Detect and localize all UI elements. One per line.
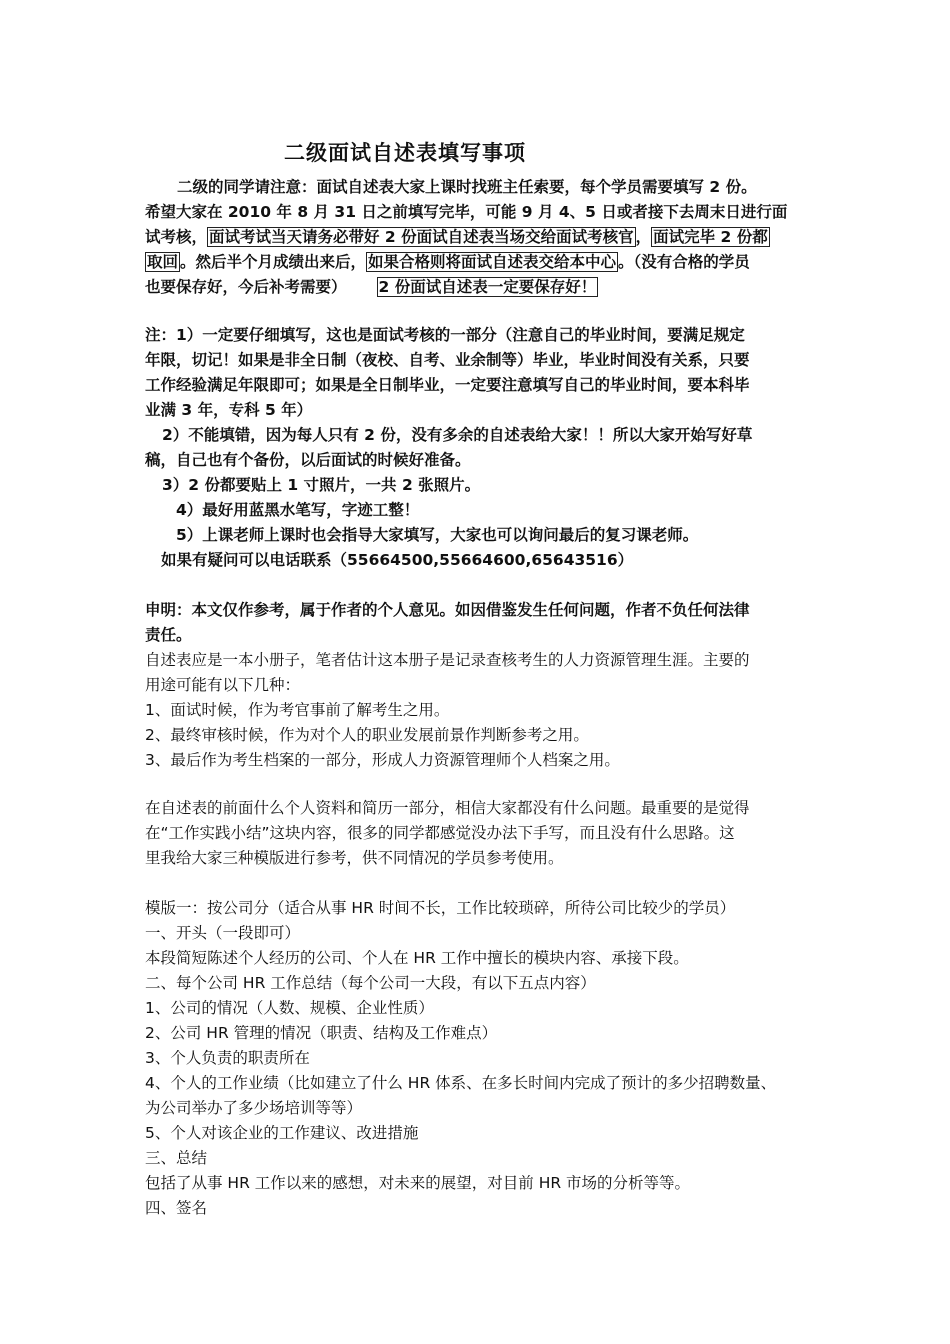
boxed-highlight: 如果合格则将面试自述表交给本中心 <box>368 253 617 271</box>
notice-section <box>145 175 815 300</box>
notice-line <box>145 275 815 300</box>
body-line: 自述表应是一本小册子，笔者估计这本册子是记录查核考生的人力资源管理生涯。主要的 <box>145 651 750 669</box>
body-line: 在自述表的前面什么个人资料和简历一部分，相信大家都没有什么问题。最重要的是觉得 <box>145 799 750 817</box>
boxed-highlight: 2 份面试自述表一定要保存好！ <box>378 278 597 296</box>
note-line: 业满 3 年，专科 5 年） <box>145 401 313 419</box>
notice-text: 。（没有合格的学员 <box>618 253 750 271</box>
body-line: 用途可能有以下几种： <box>145 676 301 694</box>
note-line: 2）不能填错，因为每人只有 2 份，没有多余的自述表给大家！！所以大家开始写好草 <box>162 426 753 444</box>
list-item: 1、公司的情况（人数、规模、企业性质） <box>145 999 434 1017</box>
body-section <box>145 648 815 773</box>
note-line: 注：1）一定要仔细填写，这也是面试考核的一部分（注意自己的毕业时间，要满足规定 <box>145 326 745 344</box>
body-line: 本段简短陈述个人经历的公司、个人在 HR 工作中擅长的模块内容、承接下段。 <box>145 949 689 967</box>
notes-section <box>145 323 815 573</box>
template-section <box>145 896 815 1221</box>
list-item: 2、最终审核时候，作为对个人的职业发展前景作判断参考之用。 <box>145 726 589 744</box>
list-item: 3、个人负责的职责所在 <box>145 1049 310 1067</box>
document-title: 二级面试自述表填写事项 <box>284 141 526 165</box>
list-item: 为公司举办了多少场培训等等） <box>145 1099 363 1117</box>
body-line: 包括了从事 HR 工作以来的感想，对未来的展望，对目前 HR 市场的分析等等。 <box>145 1174 691 1192</box>
notice-line <box>145 250 815 275</box>
notice-text: ， <box>635 228 652 246</box>
section-heading: 二、每个公司 HR 工作总结（每个公司一大段，有以下五点内容） <box>145 974 596 992</box>
disclaimer-line: 申明：本文仅作参考，属于作者的个人意见。如因借鉴发生任何问题，作者不负任何法律 <box>145 601 750 619</box>
notice-line: 希望大家在 2010 年 8 月 31 日之前填写完毕，可能 9 月 4、5 日或者接下去周末日进行面 <box>145 203 788 221</box>
notice-line <box>145 225 815 250</box>
notice-text: 试考核， <box>145 228 208 246</box>
section-heading: 一、开头（一段即可） <box>145 924 301 942</box>
list-item: 5、个人对该企业的工作建议、改进措施 <box>145 1124 419 1142</box>
section-heading: 三、总结 <box>145 1149 208 1167</box>
note-line: 5）上课老师上课时也会指导大家填写，大家也可以询问最后的复习课老师。 <box>176 526 699 544</box>
list-item: 1、面试时候，作为考官事前了解考生之用。 <box>145 701 450 719</box>
disclaimer-section <box>145 598 815 648</box>
note-line: 工作经验满足年限即可；如果是全日制毕业，一定要注意填写自己的毕业时间，要本科毕 <box>145 376 750 394</box>
section-heading: 四、签名 <box>145 1199 208 1217</box>
note-line: 3）2 份都要贴上 1 寸照片，一共 2 张照片。 <box>162 476 481 494</box>
notice-text: 也要保存好，今后补考需要） <box>145 278 347 296</box>
note-line: 稿，自己也有个备份，以后面试的时候好准备。 <box>145 451 471 469</box>
boxed-highlight: 取回 <box>147 253 179 271</box>
boxed-highlight: 面试完毕 2 份都 <box>653 228 768 246</box>
note-line: 4）最好用蓝黑水笔写，字迹工整！ <box>176 501 420 519</box>
body-line: 在“工作实践小结”这块内容，很多的同学都感觉没办法下手写，而且没有什么思路。这 <box>145 824 735 842</box>
body-section <box>145 796 815 871</box>
template-heading: 模版一：按公司分（适合从事 HR 时间不长，工作比较琐碎，所待公司比较少的学员） <box>145 899 736 917</box>
list-item: 3、最后作为考生档案的一部分，形成人力资源管理师个人档案之用。 <box>145 751 620 769</box>
list-item: 4、个人的工作业绩（比如建立了什么 HR 体系、在多长时间内完成了预计的多少招聘数量、 <box>145 1074 777 1092</box>
note-line: 年限，切记！如果是非全日制（夜校、自考、业余制等）毕业，毕业时间没有关系，只要 <box>145 351 750 369</box>
disclaimer-line: 责任。 <box>145 626 192 644</box>
body-line: 里我给大家三种模版进行参考，供不同情况的学员参考使用。 <box>145 849 564 867</box>
notice-line: 二级的同学请注意：面试自述表大家上课时找班主任索要，每个学员需要填写 2 份。 <box>177 178 757 196</box>
boxed-highlight: 面试考试当天请务必带好 2 份面试自述表当场交给面试考核官 <box>209 228 634 246</box>
notice-text: 。然后半个月成绩出来后， <box>180 253 367 271</box>
contact-line: 如果有疑问可以电话联系（55664500,55664600,65643516） <box>161 551 634 569</box>
list-item: 2、公司 HR 管理的情况（职责、结构及工作难点） <box>145 1024 498 1042</box>
